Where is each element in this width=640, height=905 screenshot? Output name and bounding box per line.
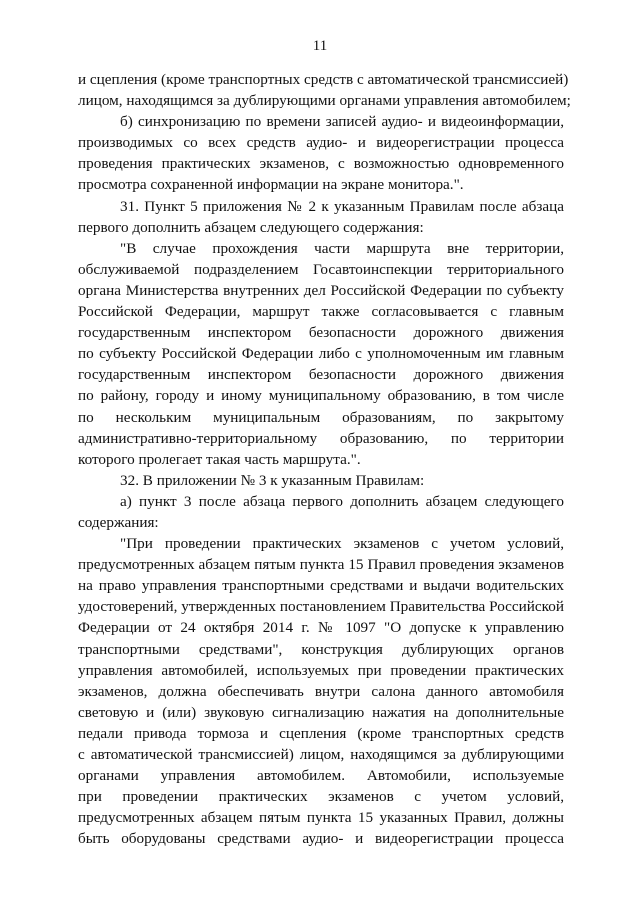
text-line: педали привода тормоза и сцепления (кроме транспортных средств	[78, 724, 564, 742]
text-line: 31. Пункт 5 приложения № 2 к указанным Правилам после абзаца	[120, 197, 564, 215]
page-number: 11	[312, 38, 328, 54]
text-line: органа Министерства внутренних дел Российской Федерации по субъекту	[78, 281, 564, 299]
text-line: и сцепления (кроме транспортных средств с автоматической трансмиссией)	[78, 71, 569, 88]
text-line: удостоверений, утвержденных постановлением Правительства Российской	[78, 598, 564, 616]
text-line: органами управления автомобилем. Автомобили, используемые	[78, 767, 564, 785]
text-line: содержания:	[78, 513, 159, 531]
text-line: государственным инспектором безопасности дорожного движения	[78, 366, 564, 384]
text-line: лицом, находящимся за дублирующими органами управления автомобилем;	[78, 92, 571, 110]
text-line: государственным инспектором безопасности дорожного движения	[78, 324, 564, 342]
text-line: с автоматической трансмиссией) лицом, находящимся за дублирующими	[78, 746, 564, 763]
text-line: по нескольким муниципальным образованиям, по закрытому	[78, 408, 564, 426]
document-body	[78, 69, 571, 849]
text-line: которого пролегает такая часть маршрута.".	[78, 450, 361, 468]
text-line: по району, городу и иному муниципальному образованию, в том числе	[78, 387, 564, 405]
text-line: предусмотренных абзацем пятым пункта 15 указанных Правил, должны	[78, 809, 564, 827]
text-line: транспортными средствами", конструкция дублирующих органов	[78, 640, 564, 658]
text-line: экзаменов, должна обеспечивать внутри салона данного автомобиля	[78, 682, 564, 700]
text-line: а) пункт 3 после абзаца первого дополнить абзацем следующего	[120, 492, 564, 510]
text-line: Российской Федерации, маршрут также согласовывается с главным	[78, 303, 564, 321]
text-line: административно-территориальному образованию, по территории	[78, 429, 564, 447]
text-line: б) синхронизацию по времени записей аудио- и видеоинформации,	[120, 113, 564, 131]
text-line: 32. В приложении № 3 к указанным Правилам:	[120, 471, 425, 489]
text-line: на право управления транспортными средствами и выдачи водительских	[78, 577, 564, 595]
text-line: быть оборудованы средствами аудио- и видеорегистрации процесса	[78, 830, 564, 848]
text-line: "В случае прохождения части маршрута вне территории,	[120, 239, 564, 257]
text-line: производимых со всех средств аудио- и видеорегистрации процесса	[78, 134, 564, 152]
text-line: первого дополнить абзацем следующего содержания:	[78, 218, 424, 236]
text-line: по субъекту Российской Федерации либо с уполномоченным им главным	[78, 345, 564, 363]
text-line: предусмотренных абзацем пятым пункта 15 Правил проведения экзаменов	[78, 556, 564, 574]
text-line: управления автомобилей, используемых при проведении практических	[78, 661, 564, 679]
text-line: обслуживаемой подразделением Госавтоинспекции территориального	[78, 260, 564, 278]
text-line: световую и (или) звуковую сигнализацию нажатия на дополнительные	[78, 703, 564, 721]
text-line: Федерации от 24 октября 2014 г. № 1097 "О допуске к управлению	[78, 619, 564, 637]
text-line: просмотра сохраненной информации на экране монитора.".	[78, 176, 464, 194]
text-line: проведения практических экзаменов, с возможностью одновременного	[78, 155, 564, 173]
text-line: при проведении практических экзаменов с учетом условий,	[78, 788, 564, 806]
text-line: "При проведении практических экзаменов с учетом условий,	[120, 535, 564, 553]
